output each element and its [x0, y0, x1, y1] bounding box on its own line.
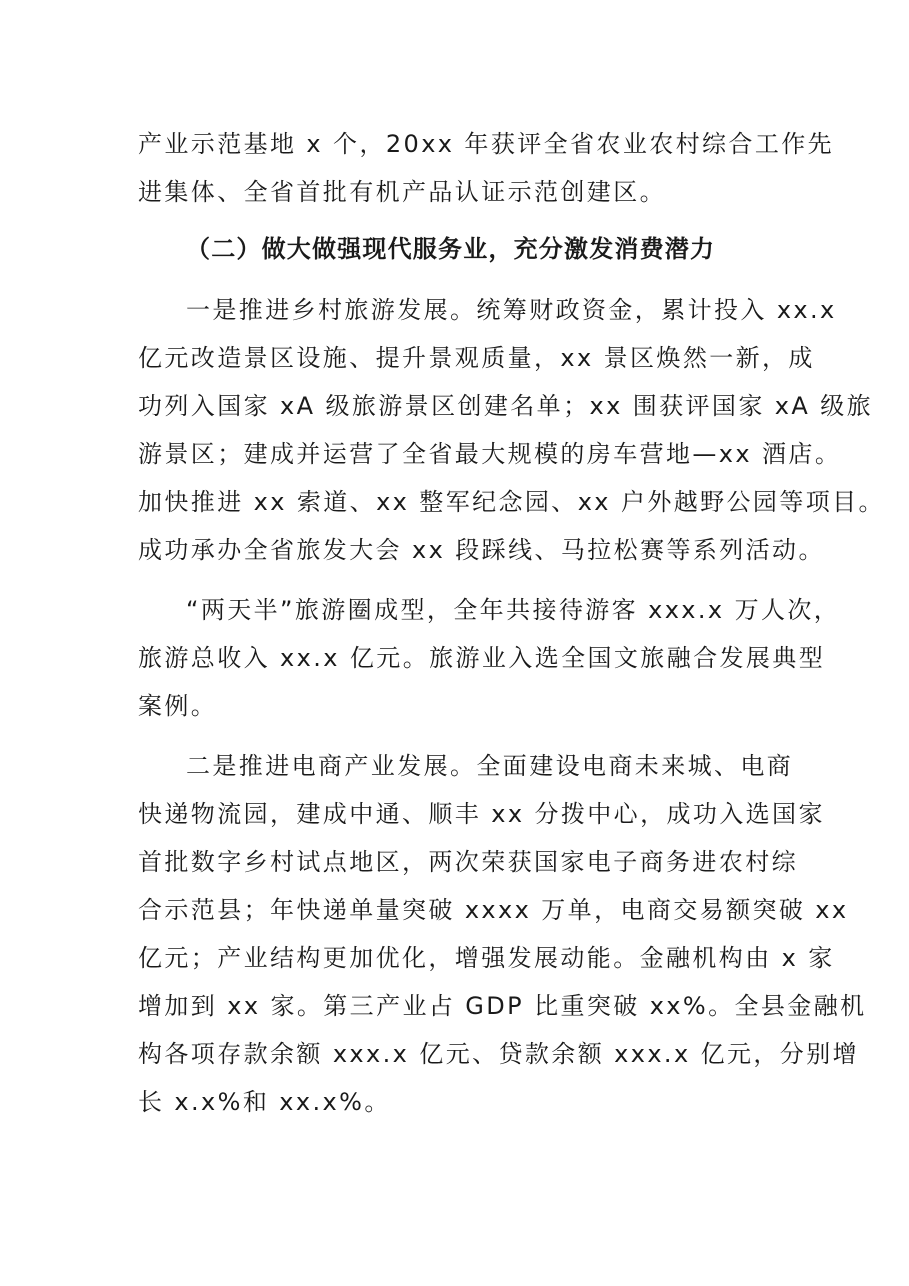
text-line: 案例。: [138, 692, 218, 720]
text-line: 构各项存款余额 xxx.x 亿元、贷款余额 xxx.x 亿元，分别增: [138, 1040, 859, 1068]
text-line: 亿元；产业结构更加优化，增强发展动能。金融机构由 x 家: [138, 944, 835, 972]
text-line: 首批数字乡村试点地区，两次荣获国家电子商务进农村综: [138, 848, 798, 876]
text-line: 亿元改造景区设施、提升景观质量，xx 景区焕然一新，成: [138, 344, 815, 372]
text-line: “两天半”旅游圈成型，全年共接待游客 xxx.x 万人次，: [186, 596, 841, 624]
text-line: 快递物流园，建成中通、顺丰 xx 分拨中心，成功入选国家: [138, 800, 825, 828]
text-line: 成功承办全省旅发大会 xx 段踩线、马拉松赛等系列活动。: [138, 536, 825, 564]
text-line: 长 x.x%和 xx.x%。: [138, 1088, 391, 1116]
text-line: 旅游总收入 xx.x 亿元。旅游业入选全国文旅融合发展典型: [138, 644, 826, 672]
text-line: 游景区；建成并运营了全省最大规模的房车营地—xx 酒店。: [138, 440, 842, 468]
text-line: 加快推进 xx 索道、xx 整军纪念园、xx 户外越野公园等项目。: [138, 488, 885, 516]
text-line: 二是推进电商产业发展。全面建设电商未来城、电商: [186, 752, 794, 780]
text-line: 产业示范基地 x 个，20xx 年获评全省农业农村综合工作先: [138, 130, 835, 158]
text-line: 功列入国家 xA 级旅游景区创建名单；xx 围获评国家 xA 级旅: [138, 392, 873, 420]
text-line: 一是推进乡村旅游发展。统筹财政资金，累计投入 xx.x: [186, 296, 837, 324]
text-line: 进集体、全省首批有机产品认证示范创建区。: [138, 178, 666, 206]
section-heading: （二）做大做强现代服务业，充分激发消费潜力: [186, 235, 716, 263]
text-line: 合示范县；年快递单量突破 xxxx 万单，电商交易额突破 xx: [138, 896, 849, 924]
text-line: 增加到 xx 家。第三产业占 GDP 比重突破 xx%。全县金融机: [138, 992, 867, 1020]
